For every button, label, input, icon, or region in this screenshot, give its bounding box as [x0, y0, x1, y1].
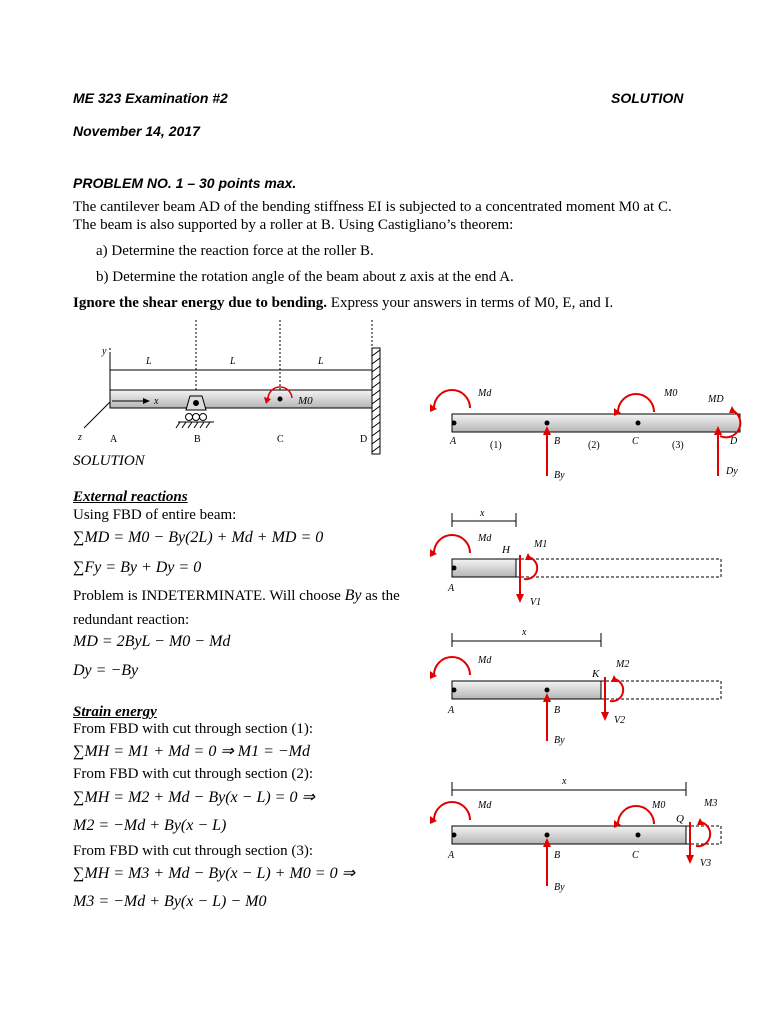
- cut3-m0-label: M0: [652, 800, 666, 811]
- x-axis-label: x: [154, 396, 159, 407]
- course-title: ME 323 Examination #2: [73, 90, 228, 106]
- span-label-2: L: [230, 356, 236, 367]
- cut2-a-label: A: [448, 705, 455, 716]
- exam-date: November 14, 2017: [73, 123, 200, 139]
- cut2-v2-label: V2: [614, 715, 626, 726]
- cut1-intro: From FBD with cut through section (1):: [73, 721, 313, 737]
- fbd-label-by: By: [554, 470, 565, 481]
- cut3-b-label: B: [554, 850, 561, 861]
- fbd-full-beam: [420, 382, 750, 486]
- equation-md: MD = 2ByL − M0 − Md: [73, 633, 231, 650]
- instructions: [73, 295, 613, 312]
- fbd-label-d: D: [730, 436, 738, 447]
- cut2-b-label: B: [554, 705, 561, 716]
- beam-figure: [70, 318, 390, 458]
- cut1-x-label: x: [480, 508, 485, 519]
- equation-m3: M3 = −Md + By(x − L) − M0: [73, 893, 267, 910]
- cut2-intro: From FBD with cut through section (2):: [73, 766, 313, 782]
- fbd-cut-section-3: [420, 772, 740, 898]
- y-axis-label: y: [102, 346, 107, 357]
- equation-m2: M2 = −Md + By(x − L): [73, 817, 227, 834]
- solution-heading: SOLUTION: [73, 453, 145, 469]
- cut3-md-label: Md: [478, 800, 492, 811]
- equation-m1: ∑MH = M1 + Md = 0 ⇒ M1 = −Md: [73, 743, 310, 760]
- point-c: C: [277, 434, 284, 445]
- cut3-by-label: By: [554, 882, 565, 893]
- cut1-m1-label: M1: [534, 539, 548, 550]
- part-b: b) Determine the rotation angle of the beam about z axis at the end A.: [96, 269, 514, 285]
- problem-line-2: The beam is also supported by a roller at B. Using Castigliano’s theorem:: [73, 217, 514, 233]
- cut3-a-label: A: [448, 850, 455, 861]
- equation-m3-sum: ∑MH = M3 + Md − By(x − L) + M0 = 0 ⇒: [73, 865, 355, 882]
- redundant-line: redundant reaction:: [73, 612, 190, 628]
- equation-m2-sum: ∑MH = M2 + Md − By(x − L) = 0 ⇒: [73, 789, 315, 806]
- fbd-cut-section-2: [420, 625, 730, 755]
- equation-moment-d: ∑MD = M0 − By(2L) + Md + MD = 0: [73, 529, 324, 546]
- fbd-label-sec1: (1): [490, 440, 502, 451]
- point-b: B: [194, 434, 201, 445]
- fbd-label-m0: M0: [664, 388, 678, 399]
- instructions-rest: Express your answers in terms of M0, E, and I.: [327, 295, 614, 311]
- equation-force-y: ∑Fy = By + Dy = 0: [73, 559, 202, 576]
- cut3-m3-label: M3: [704, 798, 718, 809]
- indeterminate-text-a: Problem is INDETERMINATE. Will choose: [73, 588, 341, 604]
- cut3-v3-label: V3: [700, 858, 712, 869]
- problem-line-1: The cantilever beam AD of the bending stiffness EI is subjected to a concentrated moment M0 at C.: [73, 199, 672, 215]
- fbd-label-dy: Dy: [726, 466, 738, 477]
- fbd-label-md-upper: MD: [708, 394, 724, 405]
- strain-energy-heading: Strain energy: [73, 704, 157, 720]
- beam: [110, 390, 372, 408]
- indeterminate-text-b: as the: [365, 588, 400, 604]
- cut3-x-label: x: [562, 776, 567, 787]
- fbd-label-sec3: (3): [672, 440, 684, 451]
- point-d: D: [360, 434, 368, 445]
- fbd-label-sec2: (2): [588, 440, 600, 451]
- cut1-md-label: Md: [478, 533, 492, 544]
- external-reactions-heading: External reactions: [73, 489, 188, 505]
- cut2-by-label: By: [554, 735, 565, 746]
- fbd-label-md: Md: [478, 388, 492, 399]
- ext-intro: Using FBD of entire beam:: [73, 507, 237, 523]
- cut2-k-label: K: [592, 668, 600, 680]
- cut1-a-label: A: [448, 583, 455, 594]
- fbd-cut-section-1: [420, 505, 730, 615]
- fbd-label-c: C: [632, 436, 639, 447]
- point-a: A: [110, 434, 118, 445]
- cut3-intro: From FBD with cut through section (3):: [73, 843, 313, 859]
- span-label-3: L: [318, 356, 324, 367]
- fbd-label-b: B: [554, 436, 561, 447]
- instructions-bold: Ignore the shear energy due to bending.: [73, 295, 328, 311]
- cut3-c-label: C: [632, 850, 639, 861]
- cut1-v1-label: V1: [530, 597, 542, 608]
- indeterminate-var: By: [344, 587, 362, 604]
- solution-label: SOLUTION: [611, 90, 684, 106]
- cut3-q-label: Q: [676, 813, 684, 825]
- cut2-x-label: x: [522, 627, 527, 638]
- moment-label: M0: [298, 395, 313, 407]
- cut2-md-label: Md: [478, 655, 492, 666]
- indeterminate-line: [73, 587, 400, 605]
- problem-title: PROBLEM NO. 1 – 30 points max.: [73, 175, 297, 191]
- cut2-m2-label: M2: [616, 659, 630, 670]
- part-a: a) Determine the reaction force at the roller B.: [96, 243, 374, 259]
- cut1-h-label: H: [502, 544, 510, 556]
- equation-dy: Dy = −By: [73, 662, 139, 679]
- fbd-label-a: A: [450, 436, 457, 447]
- z-axis-label: z: [78, 432, 82, 443]
- span-label-1: L: [146, 356, 152, 367]
